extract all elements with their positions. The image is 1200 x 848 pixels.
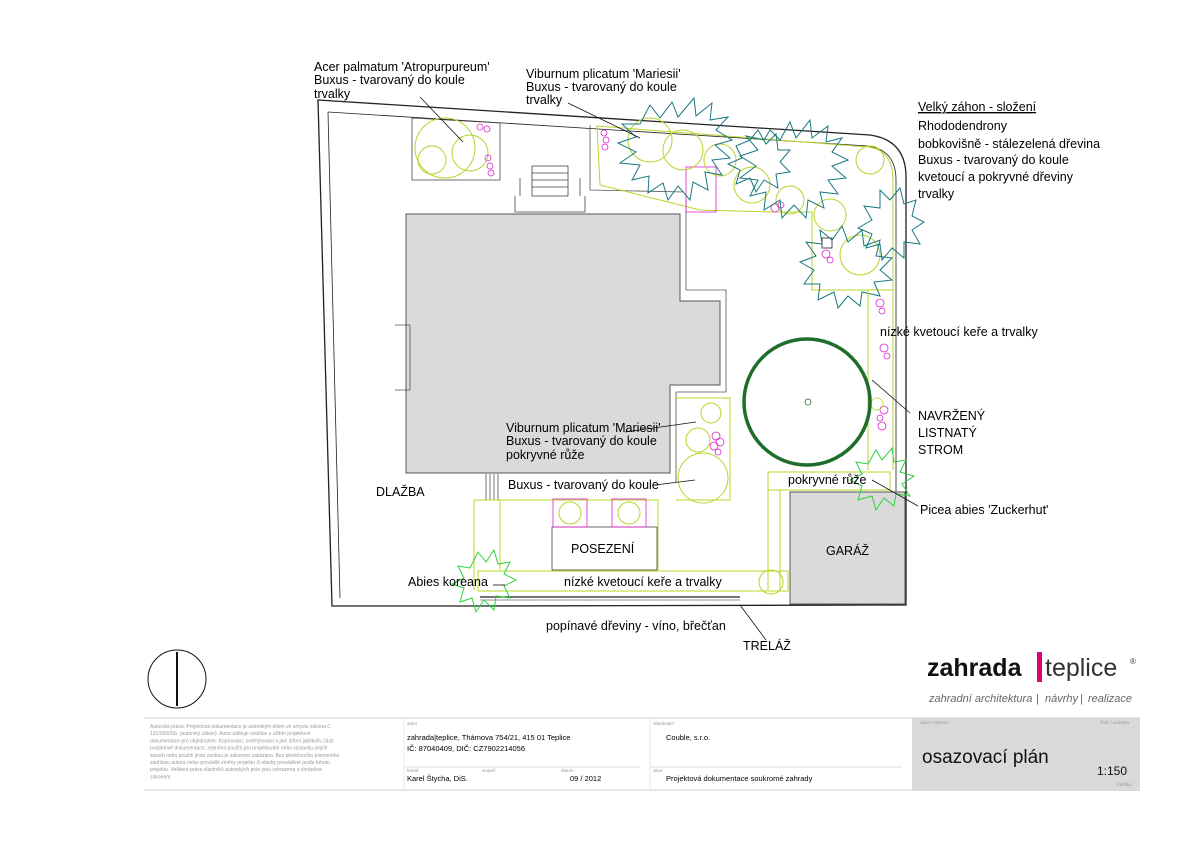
title-block — [144, 718, 1140, 791]
client: Couble, s.r.o. — [666, 733, 711, 742]
right-strip-bed — [868, 290, 893, 470]
label-viburnum-top-2: Buxus - tvarovaný do koule — [526, 80, 677, 94]
drawn-by: Karel Štycha, DiS. — [407, 774, 468, 783]
logo-tagline-3: realizace — [1088, 693, 1133, 705]
label-acer-3: trvalky — [314, 87, 351, 101]
project-caption: akce — [653, 768, 663, 773]
label-paving: DLAŽBA — [376, 485, 425, 499]
author-line-2: IČ: 87040409, DIČ: CZ7902214056 — [407, 744, 525, 753]
north-arrow-icon — [148, 650, 206, 708]
disclaimer-line: 121/2000Sb. (autorský zákon). Autor uděluje souhlas s užitím projektové — [150, 731, 311, 738]
label-low-shrubs-right: nízké kvetoucí keře a trvalky — [880, 325, 1038, 339]
company-logo — [927, 652, 1136, 705]
logo-tagline-sep-1: | — [1036, 693, 1039, 705]
project: Projektová dokumentace soukromé zahrady — [666, 774, 813, 783]
label-large-bed-5: trvalky — [918, 187, 955, 201]
proposed-deciduous-tree — [744, 339, 870, 465]
label-low-shrubs-bottom: nízké kvetoucí keře a trvalky — [564, 575, 722, 589]
garden-steps — [515, 166, 585, 212]
evergreen-shrub — [740, 120, 848, 218]
label-large-bed-4: kvetoucí a pokryvné dřeviny — [918, 170, 1073, 184]
label-large-bed-2: bobkovišně - stálezelená dřevina — [918, 137, 1101, 151]
label-large-bed-1: Rhododendrony — [918, 119, 1007, 133]
label-trellis: TRELÁŽ — [743, 639, 791, 653]
logo-tagline-2: návrhy — [1045, 693, 1079, 705]
stage-caption: stupeň — [482, 768, 496, 773]
label-climbers: popínavé dřeviny - víno, břečťan — [546, 619, 726, 633]
label-tree-1: NAVRŽENÝ — [918, 409, 986, 423]
label-viburnum-top-3: trvalky — [526, 93, 563, 107]
disclaimer-line: souhlasu autora nelze provádět změny projektu či stavby prováděné podle tohoto — [150, 760, 330, 766]
label-large-bed-3: Buxus - tvarovaný do koule — [918, 153, 1069, 167]
disclaimer-line: Autorská práva: Projektová dokumentace je autorským dílem ve smyslu zákona č. — [150, 724, 332, 730]
author-line-1: zahrada|teplice, Thámova 754/21, 415 01 Teplice — [407, 733, 571, 742]
client-caption: objednatel — [653, 721, 674, 726]
label-picea: Picea abies 'Zuckerhut' — [920, 503, 1049, 517]
drawing-title: osazovací plán — [922, 747, 1049, 768]
label-abies-koreana: Abies koreana — [408, 575, 488, 589]
label-acer-1: Acer palmatum 'Atropurpureum' — [314, 60, 490, 74]
logo-tagline-sep-2: | — [1080, 693, 1083, 705]
disclaimer-line: staveb nebo použití jinou osobou je zákonem zakázáno. Bez předchozího písemného — [150, 752, 340, 759]
label-viburnum-top-1: Viburnum plicatum 'Mariesii' — [526, 67, 681, 81]
label-seating: POSEZENÍ — [571, 542, 635, 556]
evergreen-shrub — [800, 226, 892, 308]
date-caption: datum — [561, 768, 574, 773]
copyright-disclaimer — [150, 724, 340, 780]
label-tree-3: STROM — [918, 443, 964, 457]
label-viburnum-mid-3: pokryvné růže — [506, 448, 585, 462]
label-large-bed-title: Velký záhon - složení — [918, 100, 1037, 114]
evergreen-shrub — [858, 188, 924, 260]
date: 09 / 2012 — [570, 774, 602, 783]
logo-brand-light: teplice — [1045, 654, 1118, 682]
logo-separator-bar — [1037, 652, 1042, 682]
label-ground-cover-roses: pokryvné růže — [788, 473, 867, 487]
drawing-scale: 1:150 — [1097, 764, 1128, 778]
label-tree-2: LISTNATÝ — [918, 426, 977, 440]
middle-bed — [676, 398, 730, 503]
drawn-by-caption: kreslil — [407, 768, 419, 773]
logo-tagline-1: zahradní architektura — [929, 693, 1033, 705]
evergreen-shrub — [618, 98, 732, 200]
drawing-name-caption: název výkresu — [920, 720, 949, 725]
disclaimer-line: projektové dokumentace, zejména použití pro projektování nebo výstavbu jiných — [150, 745, 328, 752]
label-buxus-ball: Buxus - tvarovaný do koule — [508, 478, 659, 492]
planter-bed-acer — [412, 118, 500, 180]
disclaimer-line: projektu. Veškerá práva vlastníků autorských práv jsou vyhrazena a chráněna — [150, 767, 322, 774]
label-viburnum-mid-2: Buxus - tvarovaný do koule — [506, 434, 657, 448]
scale-caption: měřítko — [1117, 782, 1133, 787]
label-acer-2: Buxus - tvarovaný do koule — [314, 73, 465, 87]
drawing-number-caption: číslo / varianta — [1100, 720, 1130, 725]
author-caption: autor — [407, 721, 418, 726]
logo-brand-bold: zahrada — [927, 654, 1022, 682]
disclaimer-line: zákonem. — [150, 774, 172, 781]
label-garage: GARÁŽ — [826, 544, 870, 558]
disclaimer-line: dokumentace pro objednatele. Kopírování, zveřejňování a jiné šíření jakékoliv části — [150, 738, 334, 745]
label-viburnum-mid-1: Viburnum plicatum 'Mariesii' — [506, 421, 661, 435]
logo-registered: ® — [1130, 657, 1136, 666]
